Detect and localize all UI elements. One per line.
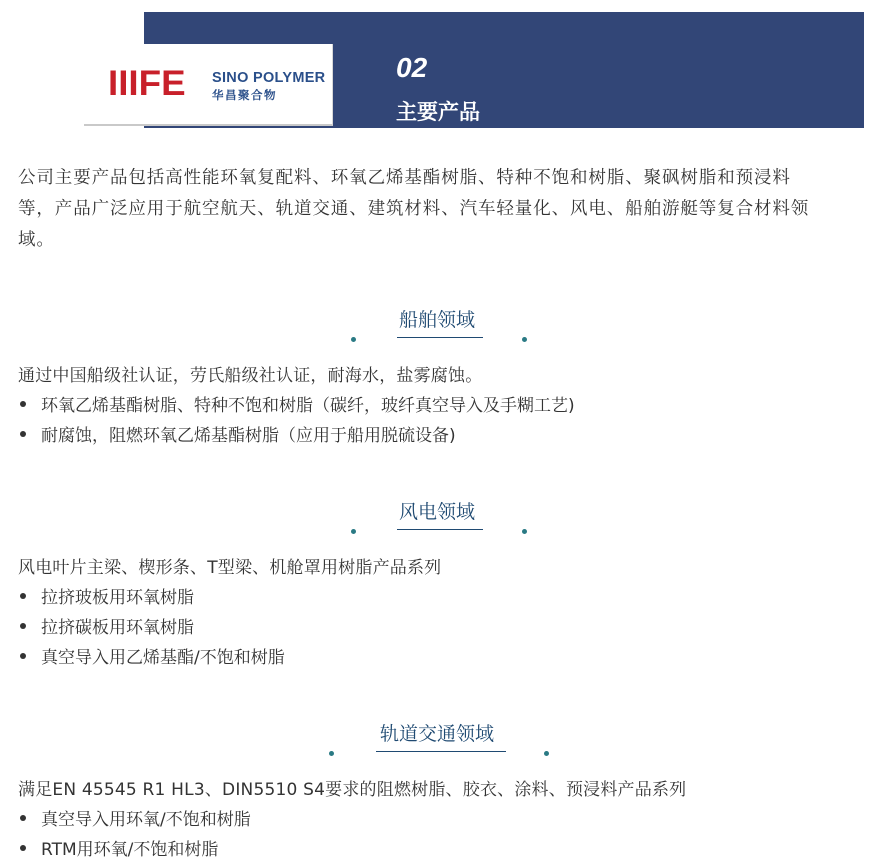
heading-dot-right bbox=[544, 751, 549, 756]
section-heading-marine bbox=[0, 305, 874, 355]
heading-text: 风电领域 bbox=[398, 501, 475, 523]
heading-dot-left bbox=[351, 529, 356, 534]
list-item: 拉挤碳板用环氧树脂 bbox=[20, 613, 194, 638]
list-item: 真空导入用乙烯基酯/不饱和树脂 bbox=[20, 643, 285, 668]
logo-chinese-name: 华昌聚合物 bbox=[212, 88, 277, 102]
section-heading-rail bbox=[0, 719, 874, 769]
list-item: 耐腐蚀，阻燃环氧乙烯基酯树脂（应用于船用脱硫设备) bbox=[20, 421, 456, 446]
heading-text: 船舶领域 bbox=[398, 309, 475, 331]
section-heading-wind bbox=[0, 497, 874, 547]
logo-mark: IIIFE bbox=[108, 64, 186, 103]
company-logo bbox=[84, 44, 333, 126]
logo-english-name: SINO POLYMER bbox=[212, 70, 326, 86]
intro-paragraph bbox=[18, 163, 864, 256]
heading-text: 轨道交通领域 bbox=[379, 723, 494, 745]
section-number: 02 bbox=[396, 52, 428, 83]
heading-dot-right bbox=[522, 337, 527, 342]
section-description: 通过中国船级社认证，劳氏船级社认证，耐海水，盐雾腐蚀。 bbox=[18, 366, 483, 386]
list-item: 拉挤玻板用环氧树脂 bbox=[20, 583, 194, 608]
heading-dot-left bbox=[351, 337, 356, 342]
heading-dot-right bbox=[522, 529, 527, 534]
section-description: 满足EN 45545 R1 HL3、DIN5510 S4要求的阻燃树脂、胶衣、涂料、预浸料产品系列 bbox=[18, 780, 687, 800]
intro-line: 域。 bbox=[18, 230, 55, 250]
heading-underline bbox=[376, 751, 506, 752]
heading-underline bbox=[397, 529, 483, 530]
heading-dot-left bbox=[329, 751, 334, 756]
list-item: RTM用环氧/不饱和树脂 bbox=[20, 835, 218, 860]
section-title: 主要产品 bbox=[396, 100, 480, 124]
intro-line: 公司主要产品包括高性能环氧复配料、环氧乙烯基酯树脂、特种不饱和树脂、聚砜树脂和预浸料 bbox=[18, 168, 791, 188]
list-item: 真空导入用环氧/不饱和树脂 bbox=[20, 805, 251, 830]
list-item: 环氧乙烯基酯树脂、特种不饱和树脂（碳纤，玻纤真空导入及手糊工艺) bbox=[20, 391, 575, 416]
intro-line: 等，产品广泛应用于航空航天、轨道交通、建筑材料、汽车轻量化、风电、船舶游艇等复合材料领 bbox=[18, 199, 810, 219]
section-description: 风电叶片主梁、楔形条、T型梁、机舱罩用树脂产品系列 bbox=[18, 558, 442, 578]
heading-underline bbox=[397, 337, 483, 338]
